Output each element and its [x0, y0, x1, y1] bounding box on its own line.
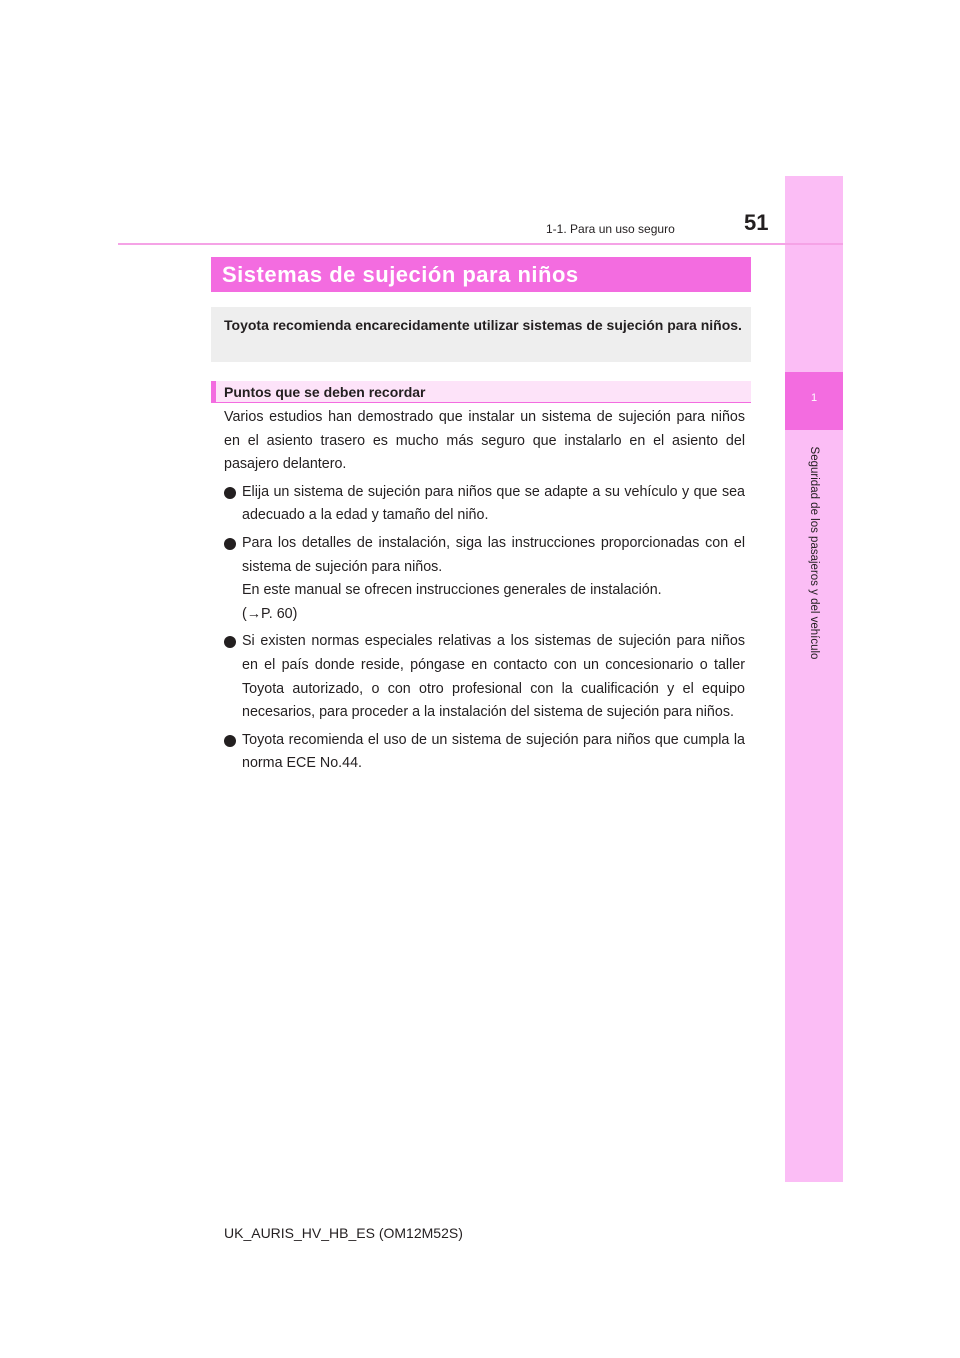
- header-divider: [118, 243, 843, 245]
- page-reference-link[interactable]: (→P. 60): [242, 605, 298, 622]
- bullet-text: Toyota recomienda el uso de un sistema de sujeción para niños que cumpla la norma ECE No.44.: [242, 731, 745, 772]
- body-paragraph: Varios estudios han demostrado que instalar un sistema de sujeción para niños en el asiento trasero es mucho más seguro que instalarlo en el asiento del pasajero delantero.: [224, 409, 745, 473]
- bullet-text: Si existen normas especiales relativas a los sistemas de sujeción para niños en el país donde reside, póngase en contacto con un concesionario o taller Toyota autorizado, o con otro profesional con la cualificación y el equipo necesarios, para proceder a la instalación del sistema de sujeción para niños.: [242, 633, 745, 721]
- section-reference: 1-1. Para un uso seguro: [546, 222, 675, 236]
- page-number: 51: [744, 210, 769, 235]
- bullet-icon: [224, 735, 236, 747]
- bullet-text: Elija un sistema de sujeción para niños que se adapte a su vehículo y que sea adecuado a la edad y tamaño del niño.: [242, 483, 745, 524]
- body-content: [224, 406, 745, 776]
- list-item: [224, 630, 745, 724]
- document-code: UK_AURIS_HV_HB_ES (OM12M52S): [224, 1225, 463, 1241]
- bullet-extra-text: En este manual se ofrecen instrucciones generales de instalación.: [242, 582, 662, 599]
- bullet-text: Para los detalles de instalación, siga las instrucciones proporcionadas con el sistema de sujeción para niños.: [242, 534, 745, 575]
- page-title: Sistemas de sujeción para niños: [222, 262, 579, 287]
- chapter-number: 1: [810, 392, 818, 404]
- bullet-icon: [224, 487, 236, 499]
- bullet-icon: [224, 538, 236, 550]
- intro-text: Toyota recomienda encarecidamente utilizar sistemas de sujeción para niños.: [224, 317, 742, 333]
- list-item: [224, 729, 745, 776]
- chapter-title-text: Seguridad de los pasajeros y del vehículo: [808, 446, 820, 660]
- list-item: [224, 532, 745, 626]
- chapter-side-tab: [785, 176, 843, 1182]
- subheading: Puntos que se deben recordar: [224, 384, 426, 400]
- list-item: [224, 481, 745, 528]
- bullet-icon: [224, 636, 236, 648]
- subheading-accent: [211, 381, 216, 403]
